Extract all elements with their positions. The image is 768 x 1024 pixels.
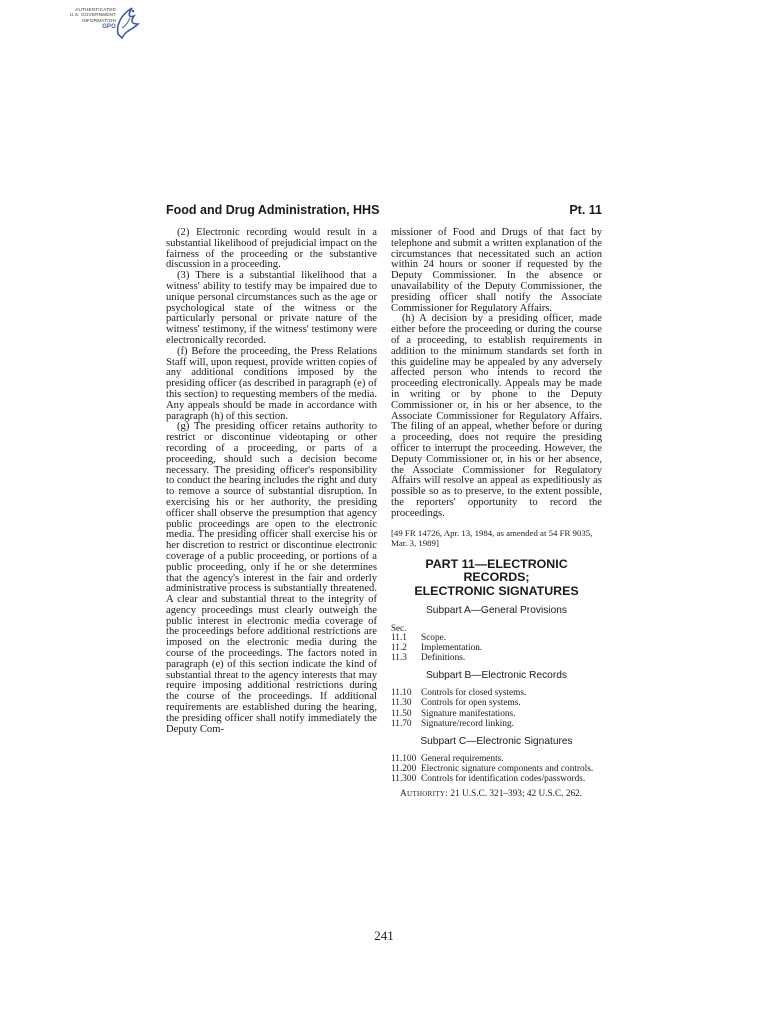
toc-entry — [391, 754, 602, 764]
gpo-seal-text — [56, 7, 116, 31]
subpart-a-heading: Subpart A—General Provisions — [426, 605, 567, 617]
subpart-b-contents — [391, 688, 602, 729]
toc-entry — [391, 774, 602, 784]
section-number: 11.70 — [391, 718, 412, 729]
part-header: Pt. 11 — [569, 203, 602, 217]
authority-note — [391, 789, 602, 800]
section-title: Implementation. — [421, 643, 483, 654]
section-number: 11.30 — [391, 698, 412, 709]
toc-entry — [391, 653, 602, 663]
gpo-authentication-seal — [56, 4, 142, 44]
paragraph-h: (h) A decision by a presiding officer, made either before the proceeding or during the course of a proceeding, to establish requirements in addition to the minimum standards set forth in this guideline may be appealed by any adversely affected person who intends to record the proceeding electronically. Appeals may be made in writing or by phone to the Deputy Commissioner or, in his or her absence, to the Associate Commissioner for Regulatory Affairs. The filing of an appeal, whether before or during a proceeding, does not require the presiding officer to interrupt the proceeding. However, the Deputy Commissioner or, in his or her absence, the Associate Commissioner for Regulatory Affairs will resolve an appeal as expeditiously as possible so as to preserve, to the extent possible, the reporters' opportunity to record the proceedings. — [391, 313, 602, 519]
paragraph-g-continuation: missioner of Food and Drugs of that fact by telephone and submit a written explanation of the circumstances that necessitated such an action within 24 hours or sooner if requested by the Deputy Commissioner. In the absence or unavailability of the Deputy Commissioner, the presiding officer shall notify the Associate Commissioner for Regulatory Affairs. — [391, 227, 602, 314]
sec-label: Sec. — [391, 622, 407, 633]
section-number: 11.50 — [391, 708, 412, 719]
authority-text: 21 U.S.C. 321–393; 42 U.S.C. 262. — [450, 789, 583, 800]
section-title: Controls for closed systems. — [421, 688, 527, 699]
section-title: Signature/record linking. — [421, 718, 514, 729]
part-title — [391, 558, 602, 599]
section-title: Scope. — [421, 632, 447, 643]
gpo-seal-line: AUTHENTICATED — [75, 7, 116, 12]
toc-entry — [391, 633, 602, 643]
running-header — [166, 203, 602, 221]
section-title: Signature manifestations. — [421, 708, 516, 719]
subpart-c-contents — [391, 754, 602, 785]
subpart-a-contents — [391, 633, 602, 664]
gpo-seal-mark: GPO — [102, 24, 116, 31]
part-title-line: PART 11—ELECTRONIC RECORDS; — [425, 556, 568, 585]
gpo-seal-line: INFORMATION — [81, 17, 116, 23]
section-title: Electronic signature components and controls. — [421, 764, 594, 775]
paragraph-g: (g) The presiding officer retains authority to restrict or discontinue videotaping or other recording of a proceeding, or parts of a proceeding, should such a decision become necessary. The presiding officer's responsibility to conduct the hearing includes the right and duty to remove a source of substantial disruption. In exercising his or her authority, the presiding officer shall observe the presumption that agency public proceedings are open to the electronic media. The presiding officer shall exercise his or her discretion to restrict or discontinue electronic coverage of a public proceeding, or portions of a public proceeding, only if he or she determines that the agency's interest in the fair and orderly administrative process is substantially threatened. A clear and substantial threat to the integrity of agency proceedings must clearly outweigh the public interest in electronic media coverage of the proceedings before additional restrictions are imposed on the electronic media during the course of the proceedings. The factors noted in paragraph (e) of this section indicate the kind of substantial threat to the agency interests that may require imposing additional restrictions during the course of the proceedings. If additional requirements are established during the hearing, the presiding officer shall notify immediately the Deputy Com- — [166, 421, 377, 735]
eagle-seal-icon — [114, 4, 142, 44]
source-citation: [49 FR 14726, Apr. 13, 1984, as amended at 54 FR 9035, Mar. 3, 1989] — [391, 527, 593, 548]
agency-header: Food and Drug Administration, HHS — [166, 203, 380, 217]
section-number: 11.100 — [391, 753, 417, 764]
part-title-line: ELECTRONIC SIGNATURES — [414, 583, 579, 598]
section-title: General requirements. — [421, 753, 504, 764]
section-number: 11.3 — [391, 653, 407, 664]
paragraph-e3: (3) There is a substantial likelihood that a witness' ability to testify may be impaired due to unique personal circumstances such as the age or psychological state of the witness or the particularly personal or private nature of the witness' testimony, if the witness' testimony were electronically recorded. — [166, 270, 377, 346]
section-number: 11.1 — [391, 632, 407, 643]
toc-entry — [391, 764, 602, 774]
section-title: Controls for identification codes/passwords. — [421, 774, 586, 785]
subpart-b-heading: Subpart B—Electronic Records — [426, 670, 567, 682]
section-title: Definitions. — [421, 653, 466, 664]
section-title: Controls for open systems. — [421, 698, 521, 709]
authority-label: Authority: — [400, 789, 449, 800]
section-number: 11.2 — [391, 643, 407, 654]
subpart-c-heading: Subpart C—Electronic Signatures — [420, 736, 573, 748]
paragraph-e2: (2) Electronic recording would result in a substantial likelihood of prejudicial impact on the fairness of the proceeding or the substantive discussion in a proceeding. — [166, 227, 377, 271]
toc-entry — [391, 719, 602, 729]
section-number: 11.10 — [391, 688, 412, 699]
right-text-column — [391, 228, 602, 800]
toc-entry — [391, 698, 602, 708]
page-number: 241 — [374, 928, 394, 943]
toc-entry — [391, 643, 602, 653]
left-text-column — [166, 228, 377, 735]
section-number: 11.300 — [391, 774, 417, 785]
section-number: 11.200 — [391, 764, 417, 775]
toc-entry — [391, 709, 602, 719]
toc-entry — [391, 688, 602, 698]
gpo-seal-line: U.S. GOVERNMENT — [69, 12, 116, 18]
paragraph-f: (f) Before the proceeding, the Press Relations Staff will, upon request, provide written copies of any additional conditions imposed by the presiding officer (as described in paragraph (e) of this section) to requesting members of the media. Any appeals should be made in accordance with paragraph (h) of this section. — [166, 345, 377, 422]
